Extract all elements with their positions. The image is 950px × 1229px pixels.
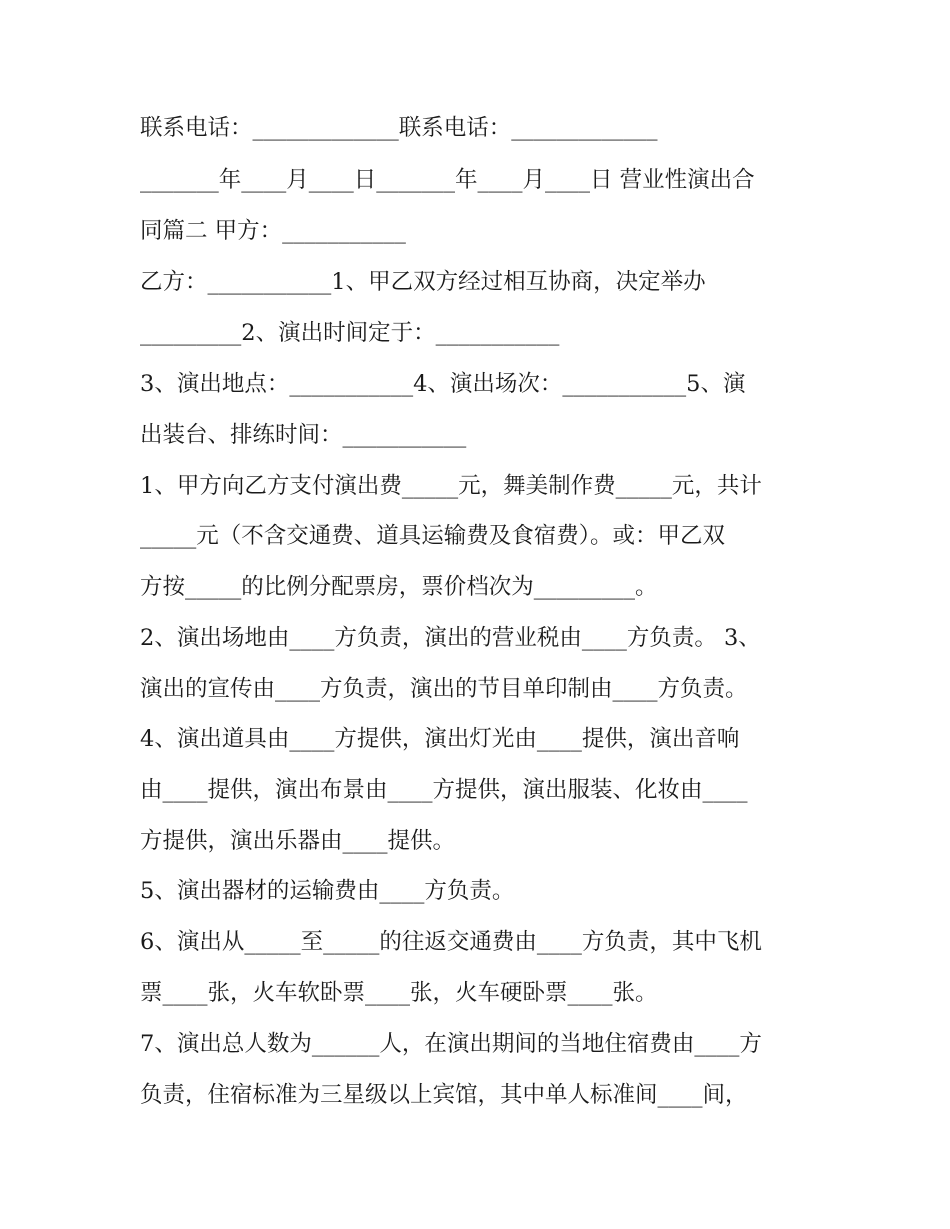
text-line: 票____张，火车软卧票____张，火车硬卧票____张。: [140, 980, 658, 1006]
text-line: 1、甲方向乙方支付演出费_____元，舞美制作费_____元，共计: [140, 473, 762, 499]
text-line: 负责，住宿标准为三星级以上宾馆，其中单人标准间____间，: [140, 1082, 748, 1108]
text-line: 3、演出地点：___________4、演出场次：___________5、演: [140, 371, 746, 397]
text-line: _________2、演出时间定于：___________: [140, 320, 560, 346]
text-line: 6、演出从_____至_____的往返交通费由____方负责，其中飞机: [140, 929, 762, 955]
text-line: 出装台、排练时间：___________: [140, 422, 467, 448]
text-line: 由____提供，演出布景由____方提供，演出服装、化妆由____: [140, 777, 748, 803]
text-line: 乙方：___________1、甲乙双方经过相互协商，决定举办: [140, 269, 706, 295]
text-line: 方提供，演出乐器由____提供。: [140, 828, 456, 854]
text-line: 演出的宣传由____方负责，演出的节目单印制由____方负责。: [140, 676, 748, 702]
text-line: 2、演出场地由____方负责，演出的营业税由____方负责。 3、: [140, 625, 761, 651]
text-line: _____元（不含交通费、道具运输费及食宿费）。或：甲乙双: [140, 523, 726, 549]
text-line: 方按_____的比例分配票房，票价档次为_________。: [140, 574, 658, 600]
text-line: _______年____月____日_______年____月____日 营业性演出合: [140, 167, 755, 193]
text-line: 联系电话：_____________联系电话：_____________: [140, 115, 658, 141]
text-line: 5、演出器材的运输费由____方负责。: [140, 878, 515, 904]
text-line: 7、演出总人数为______人，在演出期间的当地住宿费由____方: [140, 1031, 762, 1057]
text-line: 同篇二 甲方：___________: [140, 218, 406, 244]
text-line: 4、演出道具由____方提供，演出灯光由____提供，演出音响: [140, 726, 740, 752]
